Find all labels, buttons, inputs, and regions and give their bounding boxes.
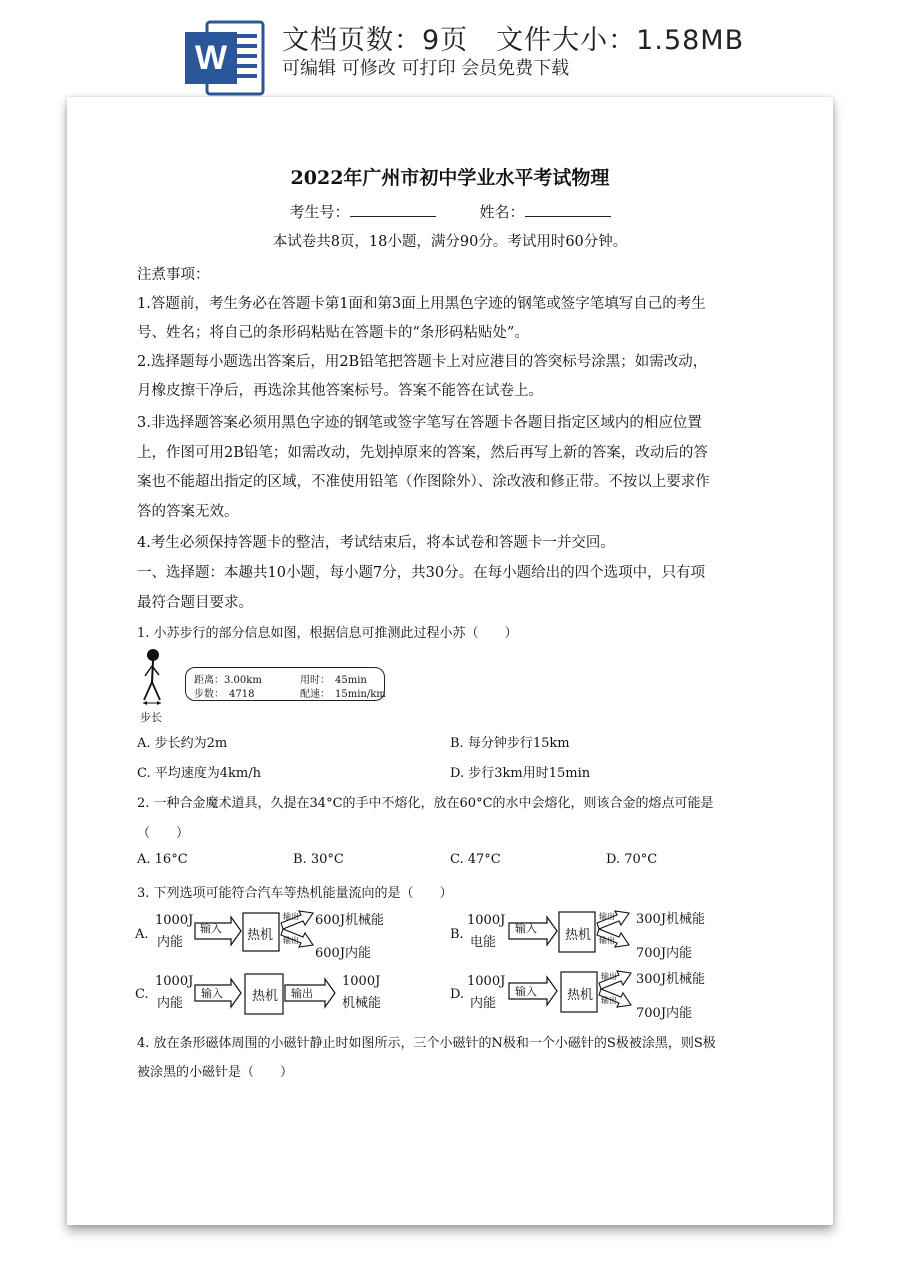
q3a-source-type: 内能 <box>157 935 184 950</box>
q3b-output-1: 300J机械能 <box>636 912 706 927</box>
candidate-fields <box>67 201 833 222</box>
q3c-source-energy: 1000J <box>155 974 194 989</box>
name-blank <box>525 202 611 217</box>
q3d-letter: D. <box>450 987 465 1002</box>
note-line: 答的答案无效。 <box>137 504 239 520</box>
q3a-input-label: 输入 <box>200 922 222 935</box>
word-document-icon <box>185 20 265 96</box>
section-heading: 一、选择题：本趣共10小题，每小题7分，共30分。在每小题给出的四个选项中，只有项 <box>137 565 706 581</box>
q3d-output-label: 输出 <box>601 972 617 981</box>
q3a-output-label: 输出 <box>283 936 299 945</box>
distance-stat: 距离：3.00km <box>194 675 262 686</box>
q3a-source-energy: 1000J <box>155 913 194 928</box>
q3b-output-label: 输出 <box>599 936 615 945</box>
q3d-engine-label: 热机 <box>567 988 594 1003</box>
note-line: 3.非选择题答案必须用黑色字迹的钢笔或签字笔写在答题卡各题目指定区域内的相应位置 <box>137 415 702 431</box>
q3b-input-label: 输入 <box>515 922 537 935</box>
note-line: 1.答题前，考生务必在答题卡第1面和第3面上用黑色字迹的钢笔或签字笔填写自己的考生 <box>137 296 706 312</box>
question-3-stem: 3. 下列选项可能符合汽车等热机能量流向的是（ ） <box>137 886 453 901</box>
q2-option-d: D. 70°C <box>606 852 658 867</box>
q3b-engine-label: 热机 <box>565 928 592 943</box>
q2-option-c: C. 47°C <box>450 852 501 867</box>
pace-stat: 配速： 15min/km <box>300 689 386 700</box>
q3c-output-energy: 1000J <box>342 974 381 989</box>
q3c-engine-label: 热机 <box>252 989 279 1004</box>
note-line: 2.选择题每小题选出答案后，用2B铅笔把答题卡上对应港目的答突标号涂黑；如需改动， <box>137 354 708 370</box>
q3c-input-label: 输入 <box>201 987 223 1000</box>
q3b-letter: B. <box>450 927 464 942</box>
q1-option-d: D. 步行3km用时15min <box>450 766 591 781</box>
q3b-source-energy: 1000J <box>467 913 506 928</box>
q3d-source-type: 内能 <box>470 996 497 1011</box>
note-line: 上，作图可用2B铅笔；如需改动，先划掉原来的答案，然后再写上新的答案，改动后的答 <box>137 445 708 461</box>
q3a-letter: A. <box>135 927 149 942</box>
q3b-output-label: 输出 <box>599 912 615 921</box>
file-features: 可编辑 可修改 可打印 会员免费下载 <box>282 58 570 79</box>
walking-stats-box <box>185 667 385 701</box>
q3c-output-type: 机械能 <box>342 996 382 1011</box>
section-heading: 最符合题目要求。 <box>137 595 253 611</box>
q1-option-a: A. 步长约为2m <box>137 736 228 751</box>
step-length-label: 步长 <box>140 711 162 724</box>
q2-option-b: B. 30°C <box>293 852 344 867</box>
notes-heading: 注煮事项： <box>137 267 210 283</box>
q1-option-c: C. 平均速度为4km/h <box>137 766 261 781</box>
candidate-number-label: 考生号： <box>289 203 350 221</box>
exam-title: 2022年广州市初中学业水平考试物理 <box>290 167 610 189</box>
q3d-output-label: 输出 <box>601 996 617 1005</box>
q3b-source-type: 电能 <box>470 935 497 950</box>
name-label: 姓名： <box>479 203 525 221</box>
exam-intro: 本试卷共8页，18小题，满分90分。考试用时60分钟。 <box>272 234 628 250</box>
q3a-output-1: 600J机械能 <box>315 913 385 928</box>
q3d-input-label: 输入 <box>515 985 537 998</box>
download-banner <box>0 0 900 100</box>
file-info-title: 文档页数：9页 文件大小：1.58MB <box>282 25 745 56</box>
time-stat: 用时： 45min <box>300 675 367 686</box>
q3c-output-label: 输出 <box>291 987 313 1000</box>
q2-option-a: A. 16°C <box>137 852 188 867</box>
q3b-output-2: 700J内能 <box>636 946 693 961</box>
q3a-output-label: 输出 <box>283 912 299 921</box>
question-2-stem: 2. 一种合金魔术道具，久提在34°C的手中不熔化，放在60°C的水中会熔化，则该合金的熔点可能是 <box>137 796 714 811</box>
note-line: 案也不能超出指定的区域，不准使用铅笔（作图除外）、涂改液和修正带。不按以上要求作 <box>137 474 710 490</box>
candidate-number-blank <box>350 202 436 217</box>
steps-stat: 步数： 4718 <box>194 689 255 700</box>
note-line: 号、姓名；将自己的条形码粘贴在答题卡的“条形码粘贴处”。 <box>137 325 529 341</box>
question-1-stem: 1. 小苏步行的部分信息如图，根据信息可推测此过程小苏（ ） <box>137 626 518 641</box>
q3a-engine-label: 热机 <box>247 928 274 943</box>
note-line: 4.考生必须保持答题卡的整洁，考试结束后，将本试卷和答题卡一并交回。 <box>137 535 615 551</box>
note-line: 月橡皮擦干净后，再选涂其他答案标号。答案不能答在试卷上。 <box>137 383 543 399</box>
document-page <box>67 97 833 1225</box>
q3d-output-2: 700J内能 <box>636 1006 693 1021</box>
q3d-output-1: 300J机械能 <box>636 972 706 987</box>
q1-option-b: B. 每分钟步行15km <box>450 736 570 751</box>
walking-person-figure <box>135 648 169 718</box>
question-4-stem: 4. 放在条形磁体周围的小磁针静止时如图所示，三个小磁针的N极和一个小磁针的S极被涂黑，则S极 <box>137 1036 716 1051</box>
q3d-source-energy: 1000J <box>467 974 506 989</box>
q3c-source-type: 内能 <box>157 996 184 1011</box>
q3a-output-2: 600J内能 <box>315 946 372 961</box>
q3c-letter: C. <box>135 987 149 1002</box>
question-4-stem-cont: 被涂黑的小磁针是（ ） <box>137 1065 294 1080</box>
question-2-bracket: （ ） <box>137 826 190 841</box>
svg-text:W: W <box>194 39 228 77</box>
